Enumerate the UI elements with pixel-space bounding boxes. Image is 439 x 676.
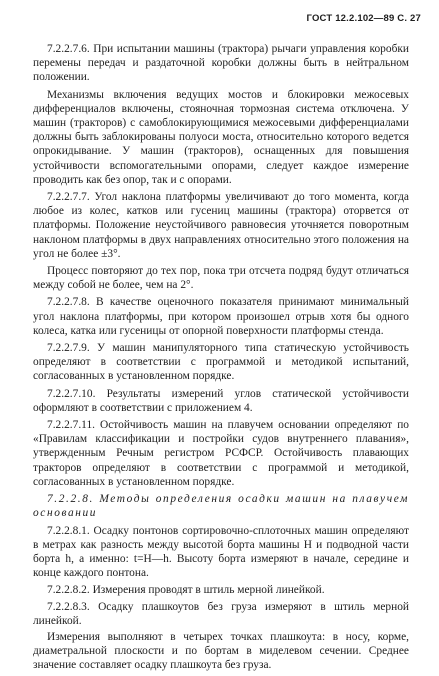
paragraph-process: Процесс повторяют до тех пор, пока три отсчета подряд будут отличаться между собой не более, чем на 2°. <box>33 265 409 292</box>
paragraph-7-2-2-8-2: 7.2.2.8.2. Измерения проводят в штиль мерной линейкой. <box>47 584 325 597</box>
paragraph-7-2-2-7-6: 7.2.2.7.6. При испытании машины (трактора) рычаги управления коробки перемены передач и раздаточной коробки должны быть в нейтральном положении. <box>33 43 409 84</box>
paragraph-7-2-2-7-11: 7.2.2.7.11. Остойчивость машин на плавучем основании определяют по «Правилам классификации и постройки судов внутреннего плавания», утвержденным Речным регистром РСФСР. Остойчивость плавающих тракторов определяют в соответствии с программой и методикой, согласованных в установленном порядке. <box>33 419 409 488</box>
section-heading-7-2-2-8: 7.2.2.8. Методы определения осадки машин на плавучем основании <box>33 493 409 520</box>
document-body <box>33 42 409 676</box>
paragraph-7-2-2-7-8: 7.2.2.7.8. В качестве оценочного показателя принимают минимальный угол наклона платформы, при котором произошел отрыв хотя бы одного колеса, катка или гусеницы от опорной поверхности платформы стенда. <box>33 296 409 337</box>
paragraph-mechanisms: Механизмы включения ведущих мостов и блокировки межосевых дифференциалов включены, стояночная тормозная система отключена. У машин (тракторов) с самоблокирующимися межосевыми дифференциалами должны быть заблокированы полуоси моста, относительно которого ведется опрокидывание. У машин (тракторов), оснащенных для повышения устойчивости вспомогательными опорами, следует каждое измерение проводить как без опор, так и с опорами. <box>33 88 409 186</box>
paragraph-7-2-2-8-3: 7.2.2.8.3. Осадку плашкоутов без груза измеряют в штиль мерной линейкой. <box>33 600 409 627</box>
paragraph-measurements: Измерения выполняют в четырех точках плашкоута: в носу, корме, диаметральной плоскости и по бортам в миделевом сечении. Среднее значение составляет осадку плашкоута без груза. <box>33 630 409 672</box>
page-header: ГОСТ 12.2.102—89 С. 27 <box>306 13 421 24</box>
paragraph-7-2-2-7-9: 7.2.2.7.9. У машин манипуляторного типа статическую устойчивость определяют в соответствии с программой и методикой испытаний, согласованных в установленном порядке. <box>33 342 409 383</box>
paragraph-7-2-2-7-10: 7.2.2.7.10. Результаты измерений углов статической устойчивости оформляют в соответствии с приложением 4. <box>33 387 409 414</box>
paragraph-7-2-2-8-1: 7.2.2.8.1. Осадку понтонов сортировочно-сплоточных машин определяют в метрах как разность между высотой борта машины H и подводной части борта h, а именно: t=H—h. Высоту борта измеряют в начале, середине и конце каждого понтона. <box>33 524 409 580</box>
paragraph-7-2-2-7-7: 7.2.2.7.7. Угол наклона платформы увеличивают до того момента, когда любое из колес, катков или гусениц машины (трактора) оторвется от платформы. Положение неустойчивого равновесия уточняется поворотным наклоном платформы в двух направлениях относительно этого положения на угол не более ±3°. <box>33 191 409 260</box>
